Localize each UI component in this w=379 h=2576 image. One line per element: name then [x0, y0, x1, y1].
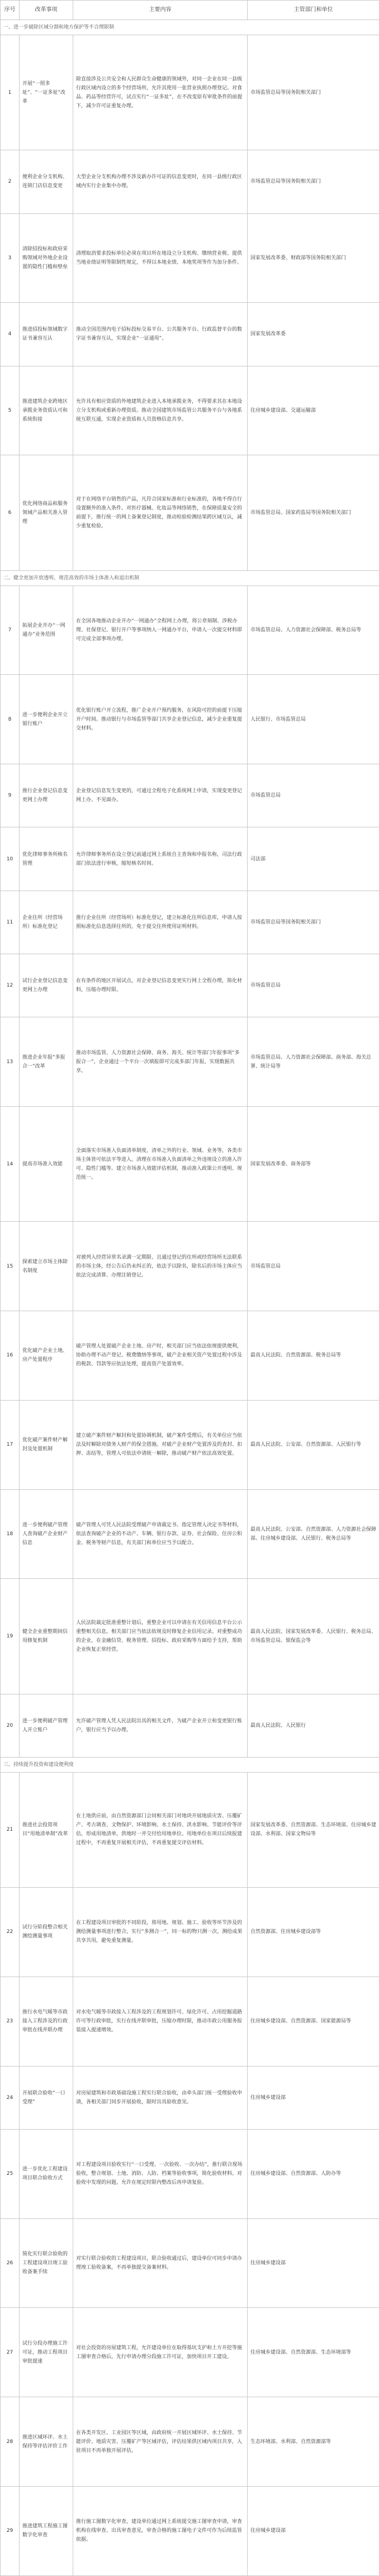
row-number: 22	[1, 1888, 20, 1977]
section-row	[1, 1757, 379, 1772]
table-row	[1, 827, 379, 891]
table-header	[1, 1, 379, 20]
header-content: 主要内容	[73, 1, 248, 20]
table-row	[1, 2308, 379, 2397]
table-row	[1, 1400, 379, 1489]
main-content: 人民法院裁定批准重整计划后，重整企业可以申请在有关信用信息平台公示重整相关信息，相关部门应当依法依规及时修复企业信用记录。对重整成功的企业，在金融信贷、税务管理、招投标、政府采购等方面给予支持，帮助企业恢复正常经营。	[73, 1579, 248, 1694]
header-no: 序号	[1, 1, 20, 20]
table-row	[1, 2218, 379, 2308]
reform-item: 拓展企业开办“一网通办”业务范围	[20, 585, 73, 675]
reform-item: 优化网络商品和服务领域产品相关准入管理	[20, 455, 73, 570]
reform-item: 清除招投标和政府采购领域对外地企业设置的隐性门槛和壁垒	[20, 213, 73, 303]
table-row	[1, 764, 379, 827]
main-content: 在各类开发区、工业园区等区域，由政府统一开展区域环评、水土保持、节能评价、地质灾害、压覆矿产等区域评估，评估结果供区域内项目共享，入驻项目不再单独开展评估。	[73, 2397, 248, 2487]
reform-item: 推进建筑工程施工图数字化审查	[20, 2486, 73, 2575]
table-header-row	[1, 1, 379, 20]
row-number: 21	[1, 1772, 20, 1887]
table-row	[1, 2397, 379, 2487]
main-content: 允许具有相应资质的外地建筑企业进入本地承揽业务，不得要求其在本地设立分支机构或重新办理资质。推动全国建筑市场监管公共服务平台与各地系统互联互通，实现企业资质和人员资格信息共享。	[73, 366, 248, 455]
table-row	[1, 1772, 379, 1887]
row-number: 1	[1, 35, 20, 150]
responsible-dept: 人民银行、市场监管总局	[248, 675, 379, 764]
reform-item: 推进建筑企业跨地区承揽业务资质认可和系统衔接	[20, 366, 73, 455]
reform-item: 优化破产案件财产解封及处置机制	[20, 1400, 73, 1489]
reform-item: 推进区域环评、水土保持等评估评价工作	[20, 2397, 73, 2487]
row-number: 12	[1, 954, 20, 1017]
row-number: 8	[1, 675, 20, 764]
row-number: 17	[1, 1400, 20, 1489]
reform-item: 进一步便利破产管理人开立账户	[20, 1694, 73, 1757]
row-number: 29	[1, 2486, 20, 2575]
main-content: 推动市场监管、人力资源社会保障、商务、海关、统计等部门年报事项“多报合一”，企业通过一个平台一次填报即可完成多部门年报，实现数据共享。	[73, 1017, 248, 1107]
reform-item: 推进社会投资项目“用地清单制”改革	[20, 1772, 73, 1887]
table-row	[1, 891, 379, 954]
responsible-dept: 住房城乡建设部、自然资源部、人防办等	[248, 2129, 379, 2218]
table-row	[1, 1222, 379, 1311]
table-row	[1, 303, 379, 366]
row-number: 24	[1, 2066, 20, 2129]
reform-item: 进一步便利企业开立银行账户	[20, 675, 73, 764]
reform-item: 推进企业年报“多报合一”改革	[20, 1017, 73, 1107]
table-row	[1, 1579, 379, 1694]
reform-item: 推行企业登记信息变更网上办理	[20, 764, 73, 827]
table-row	[1, 1977, 379, 2066]
responsible-dept: 自然资源部、住房城乡建设部等	[248, 1888, 379, 1977]
responsible-dept: 最高人民法院、国家发展改革委、人民银行、税务总局、市场监管总局、银保监会等	[248, 1579, 379, 1694]
main-content: 企业登记信息发生变更的，可通过全程电子化系统网上申请，实现变更登记网上办、不见面办。	[73, 764, 248, 827]
main-content: 允许破产管理人凭人民法院出具的相关文件，为破产企业开立和变更银行账户，银行应当予以办理。	[73, 1694, 248, 1757]
main-content: 在土地供应前，由自然资源部门会同相关部门对地块开展地质灾害、压覆矿产、考古调查、文物保护、环境影响、水土保持、洪水影响、节能评价等评估，形成用地清单，供地时一并交付给用地单位。用地单位在项目后续报建过程中，不再重复开展相关评估，不再重复提交评估材料。	[73, 1772, 248, 1887]
row-number: 2	[1, 150, 20, 213]
table-row	[1, 2486, 379, 2575]
reform-item: 进一步优化工程建设项目联合验收方式	[20, 2129, 73, 2218]
table-row	[1, 585, 379, 675]
main-content: 对社会投资的房屋建筑工程，允许建设单位在取得基坑支护和土方开挖等施工图审查合格后，先行申请办理分段施工许可证，加快项目开工建设。	[73, 2308, 248, 2397]
main-content: 推动全国范围内电子招标投标交易平台、公共服务平台、行政监督平台的数字证书兼容互认，实现企业“一证通用”。	[73, 303, 248, 366]
responsible-dept: 国家发展改革委、自然资源部、生态环境部、住房城乡建设部、水利部、国家文物局等	[248, 1772, 379, 1887]
row-number: 15	[1, 1222, 20, 1311]
row-number: 6	[1, 455, 20, 570]
reform-item: 推进招投标领域数字证书兼容互认	[20, 303, 73, 366]
reform-item: 简化实行联合验收的工程建设项目竣工验收备案手续	[20, 2218, 73, 2308]
row-number: 23	[1, 1977, 20, 2066]
main-content: 在全国各地推动企业开办“一网通办”全程网上办理，将公章刻制、涉税办理、社保登记、银行开户等事项纳入一网通办平台，申请人一次提交材料即可完成全部事项办理。	[73, 585, 248, 675]
main-content: 建立破产案件财产解封和处置协调机制，破产案件受理后，有关单位应当依法及时解除对债务人财产的保全措施。对破产企业财产处置涉及的查封、扣押、冻结等，管理人可依法申请统一解除，推动破产财产依法高效处置。	[73, 1400, 248, 1489]
responsible-dept: 市场监管总局等国务院相关部门	[248, 891, 379, 954]
main-content: 对工程建设项目验收实行“一口受理、一次验收、一次办结”，推行联合现场验收，整合规划、土地、消防、人防、档案等验收事项，简化验收材料。对验收中发现的问题，允许在规定时限内整改后再申请复验。	[73, 2129, 248, 2218]
main-content: 在工程建设项目审批的不同阶段，将用地、规划、施工、验收等环节涉及的测绘测量事项进行整合，实行“多测合一”，同一标的物只测一次，测绘成果共享共用，避免重复测量。	[73, 1888, 248, 1977]
main-content: 推行企业住所（经营场所）标准化登记，建立标准化住所信息库，申请人按照标准化信息选择住所的，免于提交住所使用证明材料。	[73, 891, 248, 954]
main-content: 破产管理人处置破产企业土地、房产时，相关部门应当依法依规提供便利，协助办理不动产登记、税费缴纳等事项，破产企业相关资产处置过程中涉及的税款、罚款等应依法处理，提高资产处置效率。	[73, 1311, 248, 1401]
responsible-dept: 市场监管总局	[248, 764, 379, 827]
main-content: 对被列入经营异常名录满一定期限、且通过登记的住所或经营场所无法联系的市场主体，经公告后仍未纠正的，依法予以除名，除名后的市场主体应当依法完成清算、办理注销登记。	[73, 1222, 248, 1311]
main-content: 对水电气暖等市政接入工程涉及的工程规划许可、绿化许可、占用挖掘道路许可等行政审批，实行在线并联审批，压缩办理时限，推动市政公用服务报装接入提速增效。	[73, 1977, 248, 2066]
row-number: 25	[1, 2129, 20, 2218]
responsible-dept: 最高人民法院、人民银行	[248, 1694, 379, 1757]
row-number: 13	[1, 1017, 20, 1107]
main-content: 对实行联合验收的工程建设项目，联合验收通过后，建设单位可同步申请办理竣工验收备案，不再单独提交备案材料。	[73, 2218, 248, 2308]
table-row	[1, 1489, 379, 1579]
reform-item: 健全企业重整期间信用修复机制	[20, 1579, 73, 1694]
reform-item: 试行企业登记信息变更网上办理	[20, 954, 73, 1017]
row-number: 7	[1, 585, 20, 675]
row-number: 4	[1, 303, 20, 366]
table-row	[1, 675, 379, 764]
reform-item: 便利企业分支机构、连锁门店信息变更	[20, 150, 73, 213]
main-content: 除直接涉及公共安全和人民群众生命健康的领域外，对同一企业在同一县级行政区域内设立的多个经营场所，允许其使用一张营业执照办理登记。对食品、药品等经营许可，试点实行“一证多址”，在不改变原有审批条件的前提下，减少许可证重复办理。	[73, 35, 248, 150]
reform-item: 开展“一照多址”、“一证多址”改革	[20, 35, 73, 150]
section-title: 三、持续提升投资和建设便利度	[1, 1757, 379, 1772]
responsible-dept: 住房城乡建设部、自然资源部、国家能源局等	[248, 1977, 379, 2066]
row-number: 5	[1, 366, 20, 455]
responsible-dept: 市场监管总局、国家药监局等国务院相关部门	[248, 455, 379, 570]
reform-item: 企业住所（经营场所）标准化登记	[20, 891, 73, 954]
table-row	[1, 150, 379, 213]
reform-item: 试行分段办理施工许可证，推动工程项目审批提速	[20, 2308, 73, 2397]
responsible-dept: 最高人民法院、公安部、自然资源部、人民银行等	[248, 1400, 379, 1489]
row-number: 27	[1, 2308, 20, 2397]
table-row	[1, 213, 379, 303]
responsible-dept: 司法部	[248, 827, 379, 891]
table-row	[1, 35, 379, 150]
responsible-dept: 住房城乡建设部、交通运输部	[248, 366, 379, 455]
table-row	[1, 954, 379, 1017]
row-number: 20	[1, 1694, 20, 1757]
table-body	[1, 20, 379, 2576]
responsible-dept: 国家发展改革委、财政部等国务院相关部门	[248, 213, 379, 303]
row-number: 18	[1, 1489, 20, 1579]
reform-item: 试行分阶段整合相关测绘测量事项	[20, 1888, 73, 1977]
main-content: 破产管理人可凭人民法院受理破产申请裁定书、指定管理人决定书等材料，依法查询破产企业的不动产、车辆、银行存款、证券、社会保险、住房公积金、税务等财产信息，有关部门和单位应当予以配合。	[73, 1489, 248, 1579]
row-number: 28	[1, 2397, 20, 2487]
responsible-dept: 国家发展改革委	[248, 303, 379, 366]
main-content: 允许律师事务所在设立登记前通过网上系统自主查询和申报名称，司法行政部门依法进行审核，缩短核名时间。	[73, 827, 248, 891]
section-row	[1, 570, 379, 585]
responsible-dept: 生态环境部、水利部、自然资源部等	[248, 2397, 379, 2487]
main-content: 大型企业分支机构办理不涉及新办许可证的信息变更时，在同一县级行政区域内实行企业集中办理。	[73, 150, 248, 213]
responsible-dept: 市场监管总局	[248, 1222, 379, 1311]
table-row	[1, 1694, 379, 1757]
row-number: 16	[1, 1311, 20, 1401]
main-content: 推行施工图数字化审查，建设单位通过网上系统提交施工图审查申请，审查机构在线审查、出具审查意见，审查合格的施工图电子文件可作为后续监管依据。	[73, 2486, 248, 2575]
table-row	[1, 2129, 379, 2218]
main-content: 对于在网络平台销售的产品，凡符合国家标准和行业标准的，各地不得自行设置额外的准入条件。对医疗器械、化妆品等网络销售，在保障质量安全的前提下，推行统一的网上备案登记制度，推动检验检测结果跨区域互认，减少重复检验。	[73, 455, 248, 570]
reform-item: 提高市场准入效能	[20, 1107, 73, 1222]
responsible-dept: 市场监管总局等国务院相关部门	[248, 150, 379, 213]
row-number: 9	[1, 764, 20, 827]
responsible-dept: 最高人民法院、自然资源部、税务总局等	[248, 1311, 379, 1401]
table-row	[1, 455, 379, 570]
row-number: 26	[1, 2218, 20, 2308]
table-row	[1, 1107, 379, 1222]
responsible-dept: 市场监管总局等国务院相关部门	[248, 35, 379, 150]
main-content: 清理取消要求投标单位必须在项目所在地设立分支机构、缴纳营业税、提供当地业绩证明等限制性规定，不得以本地业绩、本地奖项等作为加分条件。	[73, 213, 248, 303]
reform-item: 优化律师事务所核名管理	[20, 827, 73, 891]
row-number: 10	[1, 827, 20, 891]
reform-item: 进一步便利破产管理人查询破产企业财产信息	[20, 1489, 73, 1579]
row-number: 3	[1, 213, 20, 303]
reform-item: 开展联合验收“一口受理”	[20, 2066, 73, 2129]
responsible-dept: 市场监管总局、人力资源社会保障部、税务总局等	[248, 585, 379, 675]
reform-item: 推行水电气暖等市政接入工程涉及的行政审批在线并联办理	[20, 1977, 73, 2066]
responsible-dept: 国家发展改革委、商务部等	[248, 1107, 379, 1222]
main-content: 优化银行账户开立流程，推广企业开户预约服务，在风险可控的前提下压缩开户时间。推动银行与市场监管等部门共享企业登记信息，减少企业重复提交材料。	[73, 675, 248, 764]
row-number: 11	[1, 891, 20, 954]
reform-item: 探索建立市场主体除名制度	[20, 1222, 73, 1311]
table-row	[1, 366, 379, 455]
table-row	[1, 1017, 379, 1107]
row-number: 14	[1, 1107, 20, 1222]
responsible-dept: 住房城乡建设部	[248, 2066, 379, 2129]
responsible-dept: 最高人民法院、公安部、自然资源部、人力资源社会保障部、住房城乡建设部、人民银行、税务总局等	[248, 1489, 379, 1579]
section-row	[1, 20, 379, 35]
main-content: 在有条件的地区开展试点，对企业登记信息变更实行网上全程办理，简化材料，压缩办理时限。	[73, 954, 248, 1017]
responsible-dept: 住房城乡建设部	[248, 2218, 379, 2308]
row-number: 19	[1, 1579, 20, 1694]
reform-item: 优化破产企业土地、房产处置程序	[20, 1311, 73, 1401]
section-title: 一、进一步破除区域分割和地方保护等不合理限制	[1, 20, 379, 35]
header-dept: 主管部门和单位	[248, 1, 379, 20]
header-item: 改革事项	[20, 1, 73, 20]
main-content: 全面落实市场准入负面清单制度，清单之外的行业、领域、业务等，各类市场主体皆可依法平等进入。清理在市场准入负面清单之外违规设立的准入许可、隐性门槛等。建立市场准入效能评估机制，推动准入政策公开透明、规范统一。	[73, 1107, 248, 1222]
responsible-dept: 住房城乡建设部、自然资源部、生态环境部等	[248, 2308, 379, 2397]
responsible-dept: 市场监管总局	[248, 954, 379, 1017]
table-row	[1, 1888, 379, 1977]
section-title: 二、健全更加开放透明、规范高效的市场主体准入和退出机制	[1, 570, 379, 585]
table-row	[1, 2066, 379, 2129]
table-row	[1, 1311, 379, 1401]
responsible-dept: 市场监管总局、人力资源社会保障部、商务部、海关总署、统计局等	[248, 1017, 379, 1107]
main-content: 对房屋建筑和市政基础设施工程实行联合验收，由牵头部门统一受理验收申请，各相关部门同步开展验收，限时出具验收意见。	[73, 2066, 248, 2129]
responsible-dept: 住房城乡建设部	[248, 2486, 379, 2575]
